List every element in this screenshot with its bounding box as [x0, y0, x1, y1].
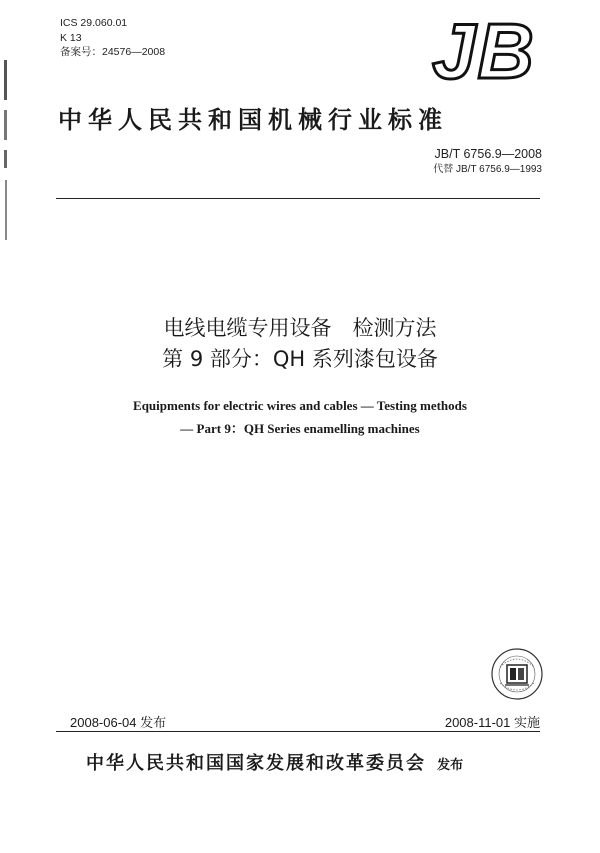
standard-number: JB/T 6756.9—2008 [434, 147, 542, 161]
publisher-seal-icon [488, 645, 546, 703]
svg-text:JB: JB [432, 12, 536, 86]
ics-code: ICS 29.060.01 [60, 17, 128, 29]
scan-edge-artifact [2, 60, 12, 260]
jb-logo [426, 12, 542, 86]
issuing-authority [86, 749, 463, 775]
bottom-divider [56, 731, 540, 732]
record-number: 备案号：24576—2008 [60, 46, 166, 58]
classification-block [60, 16, 165, 60]
replaces-standard: 代替 JB/T 6756.9—1993 [433, 164, 542, 175]
issuer-suffix: 发布 [437, 758, 464, 773]
english-title-line-2: — Part 9：QH Series enamelling machines [180, 421, 420, 436]
standard-code-block [433, 146, 542, 177]
english-title-line-1: Equipments for electric wires and cables — Testing methods [133, 398, 467, 413]
class-code: K 13 [60, 31, 82, 44]
issuer-name: 中华人民共和国国家发展和改革委员会 [86, 753, 426, 774]
publish-date: 2008-06-04 发布 [70, 715, 167, 730]
chinese-title-line-1: 电线电缆专用设备 检测方法 [163, 316, 437, 340]
page-title: 中华人民共和国机械行业标准 [58, 106, 448, 134]
effective-date: 2008-11-01 实施 [444, 715, 540, 730]
chinese-title-line-2: 第 9 部分：QH 系列漆包设备 [162, 347, 438, 371]
top-divider [56, 198, 540, 199]
